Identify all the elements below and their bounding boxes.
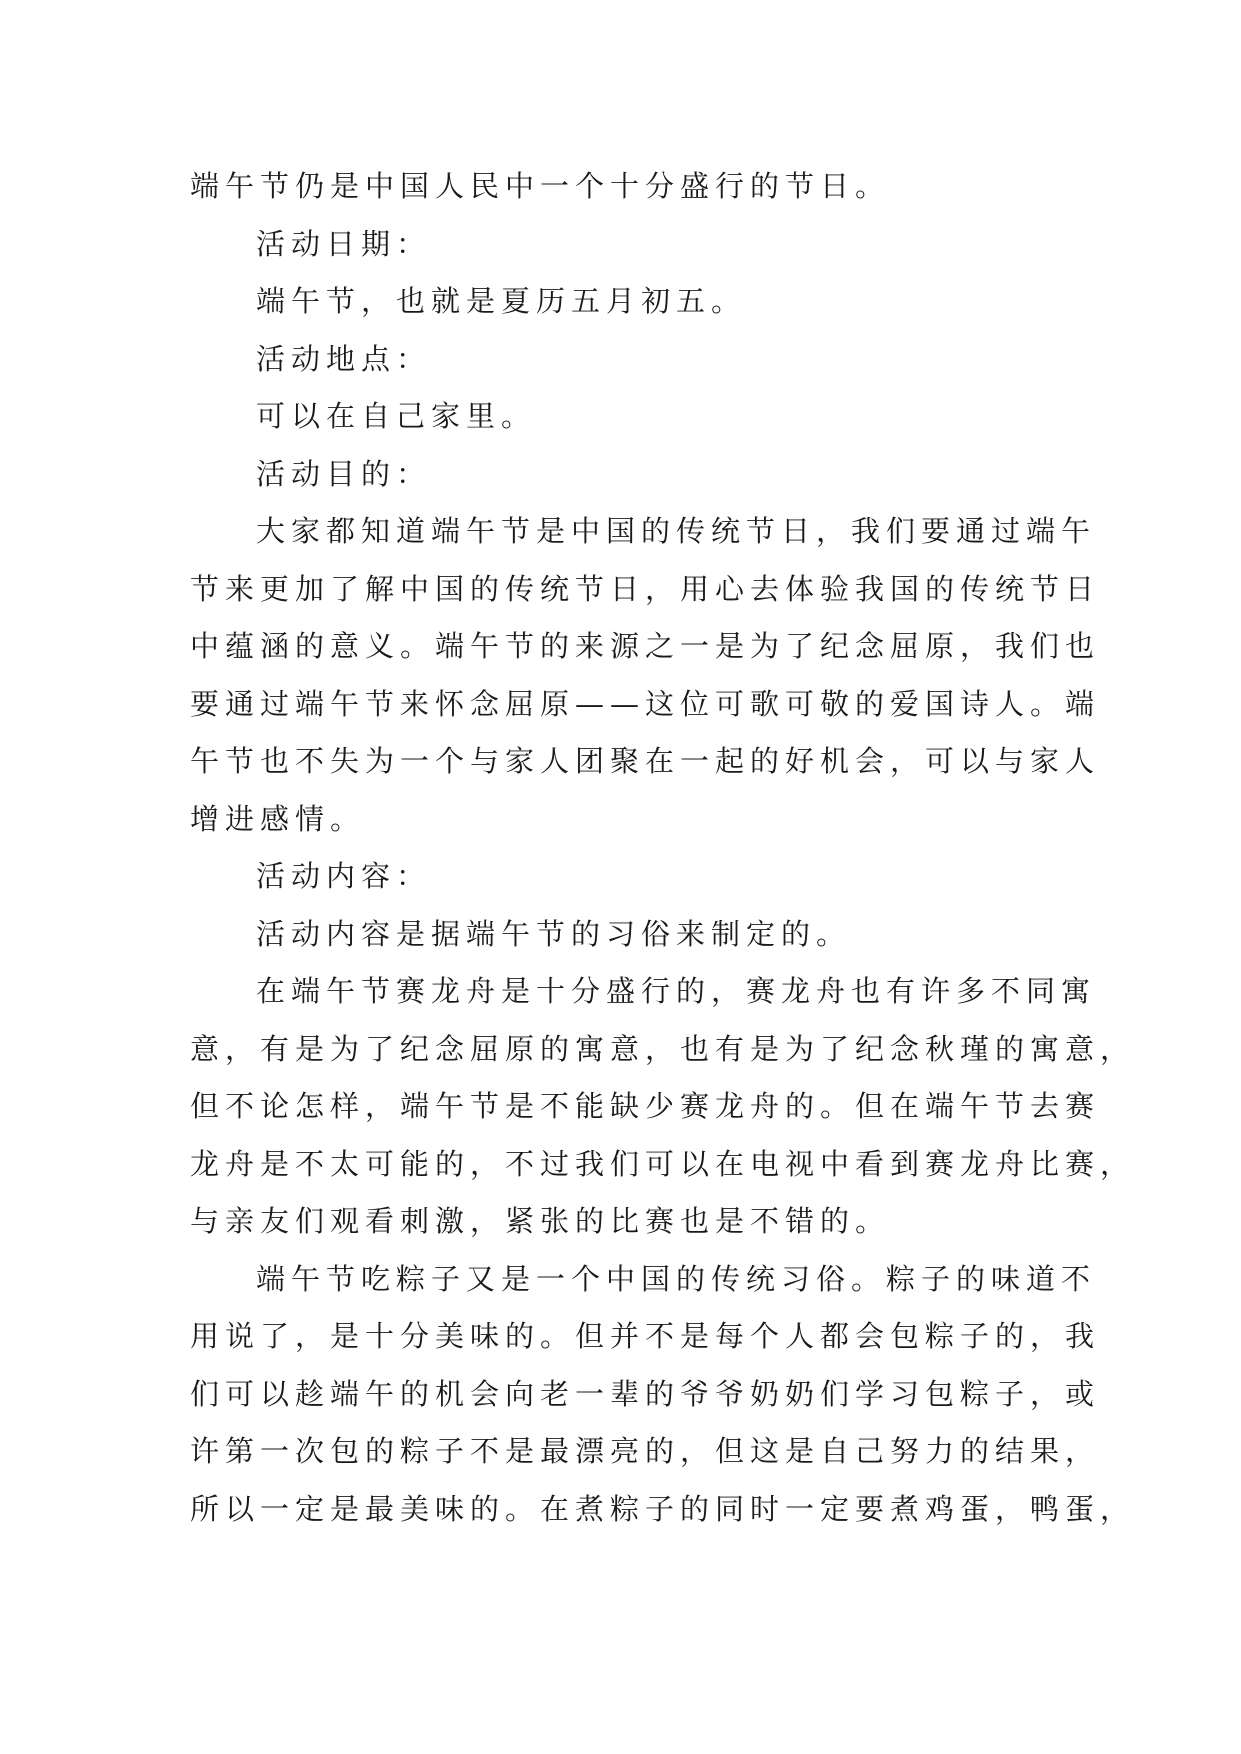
text-line: 要通过端午节来怀念屈原——这位可歌可敬的爱国诗人。端 <box>190 686 1101 721</box>
text-line: 活动内容： <box>256 859 432 893</box>
text-line: 端午节仍是中国人民中一个十分盛行的节日。 <box>190 169 891 203</box>
text-line: 节来更加了解中国的传统节日，用心去体验我国的传统节日 <box>190 571 1101 606</box>
text-line: 们可以趁端午的机会向老一辈的爷爷奶奶们学习包粽子，或 <box>190 1376 1101 1411</box>
text-line: 中蕴涵的意义。端午节的来源之一是为了纪念屈原，我们也 <box>190 629 1101 663</box>
text-line: 与亲友们观看刺激，紧张的比赛也是不错的。 <box>190 1204 891 1238</box>
text-line: 大家都知道端午节是中国的传统节日，我们要通过端午 <box>256 514 1097 548</box>
text-line: 用说了，是十分美味的。但并不是每个人都会包粽子的，我 <box>190 1319 1101 1353</box>
text-line: 所以一定是最美味的。在煮粽子的同时一定要煮鸡蛋，鸭蛋， <box>190 1491 1136 1526</box>
text-line: 活动地点： <box>256 341 432 376</box>
text-line: 活动内容是据端午节的习俗来制定的。 <box>256 916 852 951</box>
text-line: 龙舟是不太可能的，不过我们可以在电视中看到赛龙舟比赛， <box>190 1146 1136 1181</box>
text-line: 端午节吃粽子又是一个中国的传统习俗。粽子的味道不 <box>256 1261 1097 1296</box>
text-line: 在端午节赛龙舟是十分盛行的，赛龙舟也有许多不同寓 <box>256 974 1097 1008</box>
text-line: 意，有是为了纪念屈原的寓意，也有是为了纪念秋瑾的寓意， <box>190 1031 1136 1066</box>
text-line: 端午节，也就是夏历五月初五。 <box>256 284 747 318</box>
text-line: 可以在自己家里。 <box>256 399 537 433</box>
text-line: 活动日期： <box>256 226 432 261</box>
text-line: 但不论怎样，端午节是不能缺少赛龙舟的。但在端午节去赛 <box>190 1089 1101 1123</box>
text-line: 许第一次包的粽子不是最漂亮的，但这是自己努力的结果， <box>190 1434 1101 1468</box>
text-line: 午节也不失为一个与家人团聚在一起的好机会，可以与家人 <box>190 744 1101 778</box>
text-line: 活动目的： <box>256 456 432 491</box>
text-line: 增进感情。 <box>190 801 366 836</box>
document-body <box>190 158 1136 1538</box>
